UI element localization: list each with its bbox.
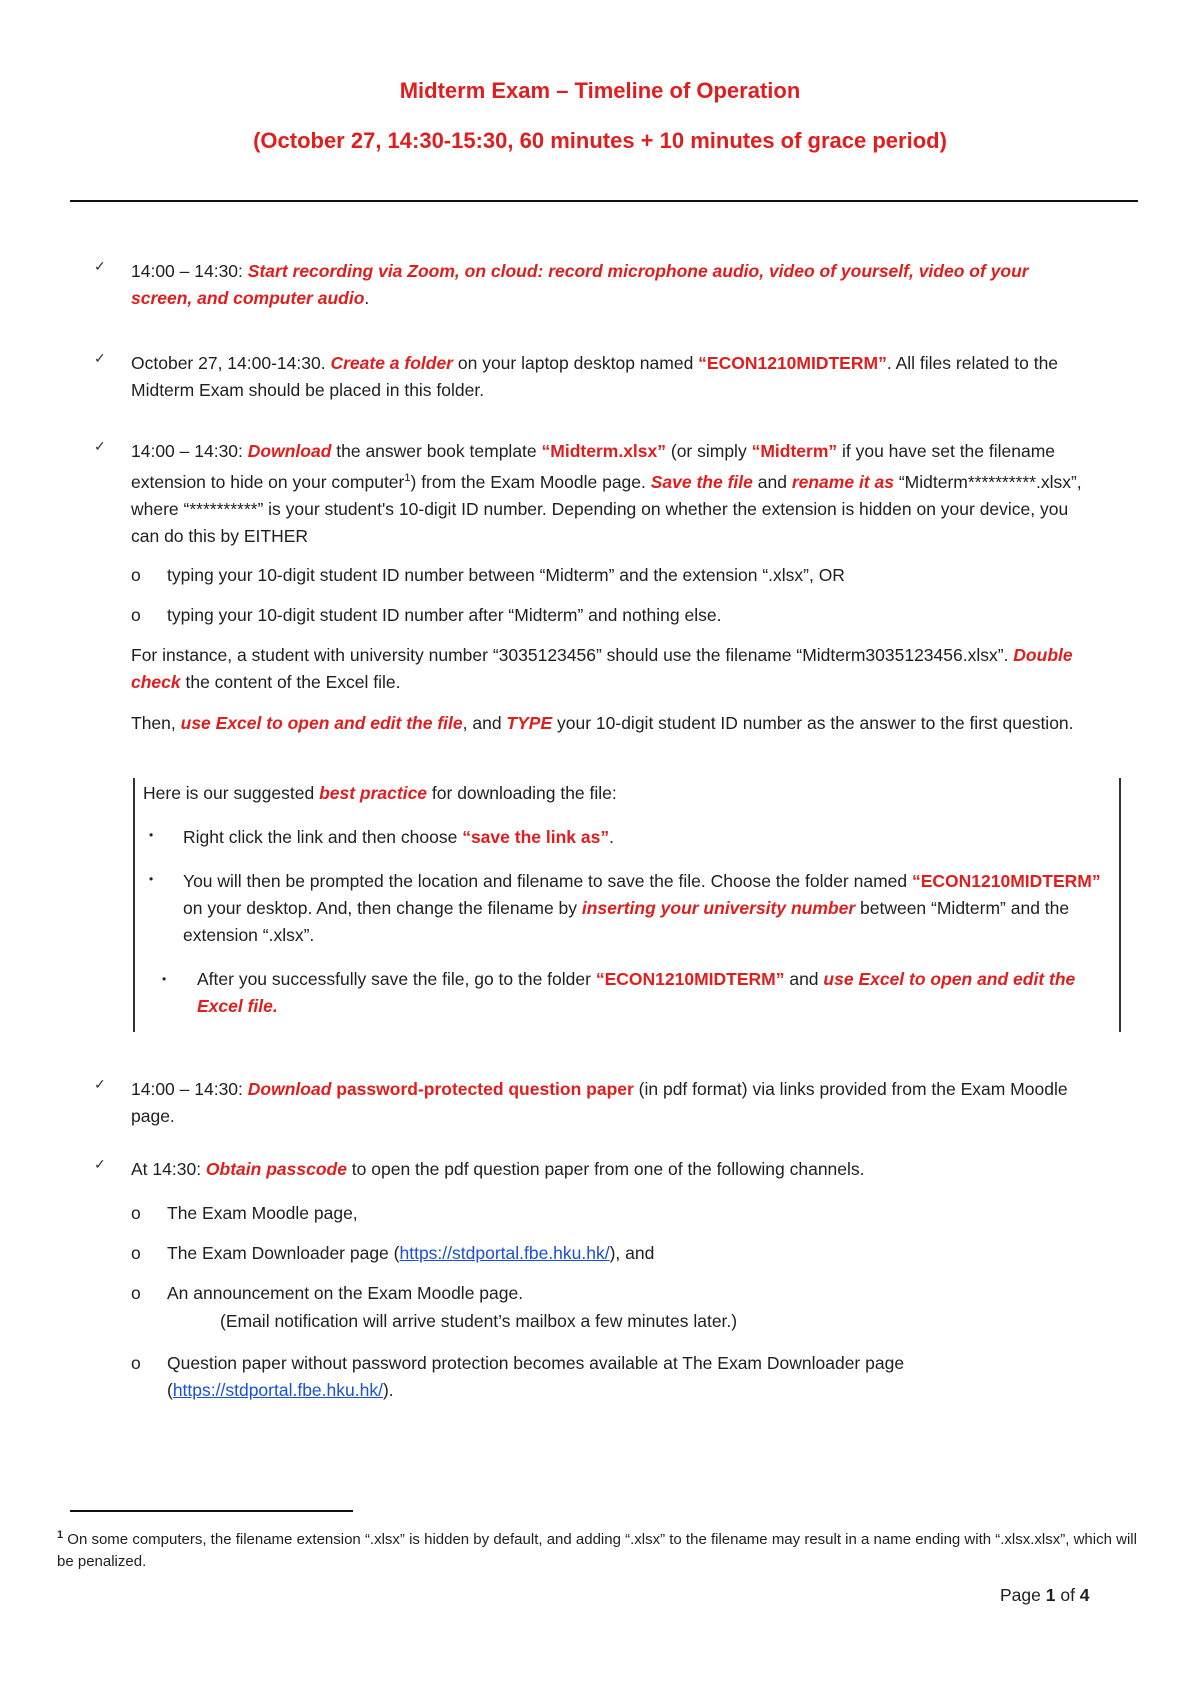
page-label: Page <box>1000 1585 1046 1605</box>
item-text: Here is our suggested <box>143 783 320 803</box>
page-title: Midterm Exam – Timeline of Operation <box>399 78 801 103</box>
item-action: inserting your university number <box>581 898 856 918</box>
item-action: Create a folder <box>330 353 453 373</box>
folder-name: “ECON1210MIDTERM” <box>698 353 887 373</box>
timeline-item-5 <box>131 1156 1091 1183</box>
box-intro <box>143 780 1103 807</box>
item-text: . <box>609 827 614 847</box>
item-text: to open the pdf question paper from one of the following channels. <box>346 1159 865 1179</box>
bullet-o: o <box>131 1353 141 1373</box>
item-text: the answer book template <box>331 441 542 461</box>
channel-item: An announcement on the Exam Moodle page. <box>167 1283 524 1303</box>
footnote-number: 1 <box>57 1529 64 1541</box>
page-total: 4 <box>1079 1585 1090 1605</box>
check-icon: ✓ <box>94 350 106 366</box>
item-text: You will then be prompted the location and filename to save the file. Choose the folder named <box>183 871 912 891</box>
timeline-item-4 <box>131 1076 1091 1130</box>
item-text: between “Midterm” and the extension “.xlsx”. <box>183 898 1070 945</box>
item-text: After you successfully save the file, go to the folder <box>197 969 596 989</box>
folder-name: “ECON1210MIDTERM” <box>911 871 1101 891</box>
item-text: . <box>364 288 370 308</box>
item-text: your 10-digit student ID number as the answer to the first question. <box>552 713 1074 733</box>
timeline-item-3 <box>131 438 1091 550</box>
page-subtitle: (October 27, 14:30-15:30, 60 minutes + 10 minutes of grace period) <box>253 128 947 153</box>
item-text: Right click the link and then choose <box>183 827 463 847</box>
item-text: (in pdf format) via links provided from the Exam Moodle page. <box>131 1079 1068 1126</box>
item-text: The Exam Downloader page ( <box>167 1243 400 1263</box>
bullet-o: o <box>131 1283 141 1303</box>
item-text: if you have set the filename extension to hide on your computer <box>131 441 1056 492</box>
channel-note: (Email notification will arrive student’s mailbox a few minutes later.) <box>220 1311 738 1331</box>
item-text: Question paper without password protection becomes available at The Exam Downloader page ( <box>167 1353 905 1400</box>
check-icon: ✓ <box>94 438 106 454</box>
channel-item <box>167 1350 1087 1404</box>
item-text: ) from the Exam Moodle page. <box>410 471 651 492</box>
item-text: “Midterm**********.xlsx”, where “**********” is your student's 10-digit ID number. Depending on whether the extension is hidden on your device, you can do this by EITHER <box>131 471 1082 546</box>
bullet-o: o <box>131 565 141 585</box>
item-text: and <box>784 969 824 989</box>
bullet-o: o <box>131 1203 141 1223</box>
page-of: of <box>1055 1585 1080 1605</box>
option-item: typing your 10-digit student ID number after “Midterm” and nothing else. <box>167 605 722 625</box>
channel-item: The Exam Moodle page, <box>167 1203 358 1223</box>
bullet-dot: • <box>149 872 154 886</box>
downloader-link[interactable]: https://stdportal.fbe.hku.hk/ <box>399 1243 610 1263</box>
item-time: 14:00 – 14:30: <box>131 261 248 281</box>
downloader-link[interactable]: https://stdportal.fbe.hku.hk/ <box>172 1380 383 1400</box>
footnote-ref: 1 <box>404 472 411 484</box>
item-action: use Excel to open and edit the Excel file. <box>197 969 1076 1016</box>
item-action: Download <box>247 441 332 461</box>
item-action: “save the link as” <box>462 827 610 847</box>
bullet-o: o <box>131 1243 141 1263</box>
item-action: TYPE <box>506 713 553 733</box>
item-action: Save the file <box>650 471 753 492</box>
item-text: and <box>752 471 792 492</box>
box-bullet-3 <box>197 966 1097 1020</box>
item-text: ), and <box>609 1243 655 1263</box>
item-text: on your laptop desktop named <box>453 353 699 373</box>
check-icon: ✓ <box>94 258 106 274</box>
file-name: “Midterm.xlsx” <box>541 441 666 461</box>
item-text: the content of the Excel file. <box>180 672 401 692</box>
page-number <box>1000 1585 1090 1606</box>
footnote <box>57 1524 1137 1573</box>
channel-item <box>167 1240 1087 1267</box>
timeline-item-2 <box>131 350 1091 404</box>
item-text: Then, <box>131 713 181 733</box>
item-action: Obtain passcode <box>205 1159 347 1179</box>
folder-name: “ECON1210MIDTERM” <box>595 969 785 989</box>
instance-paragraph <box>131 642 1091 696</box>
item-text: (or simply <box>666 441 752 461</box>
item-action: best practice <box>319 783 428 803</box>
bullet-o: o <box>131 605 141 625</box>
item-highlight: password-protected question paper <box>331 1079 634 1099</box>
then-paragraph <box>131 710 1091 737</box>
item-time: At 14:30: <box>131 1159 206 1179</box>
item-text: . All files related to the Midterm Exam should be placed in this folder. <box>131 353 1059 400</box>
item-text: ). <box>382 1380 394 1400</box>
item-text: For instance, a student with university number “3035123456” should use the filename “Midterm3035123456.xlsx”. <box>131 645 1014 665</box>
title-divider <box>70 200 1138 202</box>
page-current: 1 <box>1045 1585 1056 1605</box>
box-bullet-1 <box>183 824 1103 851</box>
check-icon: ✓ <box>94 1156 106 1172</box>
item-action: Double check <box>131 645 1073 692</box>
item-action: Download <box>247 1079 332 1099</box>
item-text: on your desktop. And, then change the filename by <box>183 898 582 918</box>
file-name: “Midterm” <box>751 441 838 461</box>
item-time: October 27, 14:00-14:30. <box>131 353 331 373</box>
check-icon: ✓ <box>94 1076 106 1092</box>
item-action: rename it as <box>791 471 894 492</box>
item-action: use Excel to open and edit the file <box>180 713 463 733</box>
item-text: , and <box>462 713 507 733</box>
footnote-text: On some computers, the filename extension “.xlsx” is hidden by default, and adding “.xlsx” to the filename may result in a name ending with “.xlsx.xlsx”, which will be penalized. <box>57 1531 1137 1570</box>
item-time: 14:00 – 14:30: <box>131 441 248 461</box>
footnote-divider <box>70 1510 353 1512</box>
item-text: for downloading the file: <box>427 783 617 803</box>
bullet-dot: • <box>162 972 167 986</box>
item-time: 14:00 – 14:30: <box>131 1079 248 1099</box>
option-item: typing your 10-digit student ID number between “Midterm” and the extension “.xlsx”, OR <box>167 565 845 585</box>
box-bullet-2 <box>183 868 1103 949</box>
bullet-dot: • <box>149 828 154 842</box>
item-action: Start recording via Zoom, on cloud: record microphone audio, video of yourself, video of your screen, and computer audio <box>131 261 1029 308</box>
timeline-item-1 <box>131 258 1091 312</box>
